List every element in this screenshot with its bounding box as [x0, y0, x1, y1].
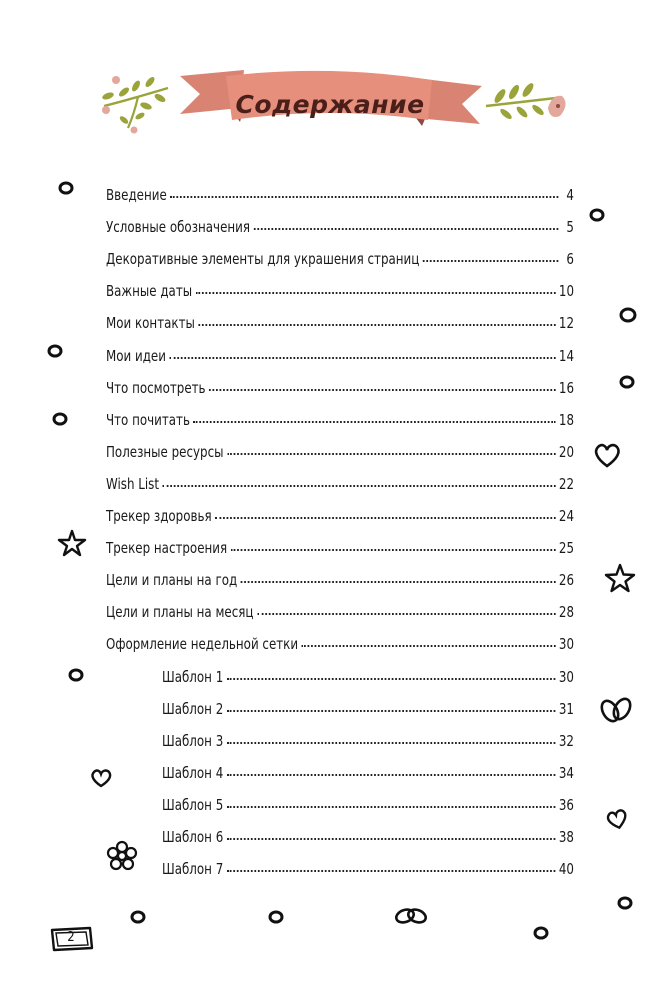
ring-doodle-icon	[47, 344, 63, 358]
dot-leader	[215, 514, 555, 519]
flower-doodle-icon	[106, 840, 138, 872]
ring-doodle-icon	[533, 926, 549, 940]
dot-leader	[209, 386, 555, 391]
toc-entry-page: 32	[558, 731, 574, 750]
toc-entry-title: Трекер здоровья	[106, 507, 212, 525]
toc-entry-title: Трекер настроения	[106, 539, 228, 558]
ring-doodle-icon	[268, 910, 284, 924]
toc-entry-title: Мои идеи	[106, 346, 166, 365]
toc-entry-title: Wish List	[106, 474, 160, 493]
leaf-doodle-icon	[394, 902, 428, 930]
toc-entry[interactable]	[106, 538, 574, 558]
dot-leader	[227, 450, 555, 455]
toc-entry-page: 28	[558, 603, 574, 622]
toc-entry[interactable]	[106, 506, 574, 526]
page-number: 2	[67, 930, 75, 945]
toc-entry-page: 18	[558, 410, 574, 429]
ring-doodle-icon	[58, 181, 74, 195]
toc-entry[interactable]	[106, 410, 574, 430]
toc-subentry[interactable]	[162, 827, 574, 847]
toc-entry-page: 6	[566, 250, 574, 269]
dot-leader	[423, 257, 558, 262]
toc-entry-title: Введение	[106, 186, 167, 204]
ring-doodle-icon	[619, 307, 637, 323]
dot-leader	[227, 675, 556, 680]
dot-leader	[254, 225, 559, 230]
dot-leader	[196, 289, 556, 294]
toc-entry-page: 34	[558, 763, 574, 782]
toc-entry[interactable]	[106, 602, 574, 622]
toc-entry-page: 30	[558, 667, 574, 686]
dot-leader	[231, 546, 556, 551]
toc-entry-page: 31	[558, 699, 574, 718]
dot-leader	[302, 642, 556, 647]
ring-doodle-icon	[589, 208, 605, 222]
toc-entry-page: 16	[558, 378, 574, 397]
dot-leader	[227, 803, 556, 808]
toc-entry-title: Шаблон 1	[162, 667, 224, 686]
toc-subentry[interactable]	[162, 763, 574, 783]
toc-entry-page: 25	[558, 539, 574, 558]
ring-doodle-icon	[619, 375, 635, 389]
toc-entry-title: Шаблон 5	[162, 795, 224, 814]
heart-doodle-icon	[592, 441, 622, 469]
toc-entry-title: Шаблон 7	[162, 860, 224, 879]
toc-subentry[interactable]	[162, 731, 574, 751]
toc-entry-title: Шаблон 6	[162, 828, 224, 846]
star-doodle-icon	[604, 563, 636, 593]
toc-entry-page: 24	[558, 507, 574, 525]
toc-entry[interactable]	[106, 570, 574, 590]
toc-entry-page: 30	[558, 635, 574, 654]
dot-leader	[257, 610, 555, 615]
toc-entry-title: Полезные ресурсы	[106, 442, 224, 461]
toc-subentry[interactable]	[162, 667, 574, 687]
star-doodle-icon	[57, 529, 87, 557]
toc-entry[interactable]	[106, 346, 574, 366]
dot-leader	[241, 578, 556, 583]
toc-entry-page: 4	[566, 186, 574, 204]
toc-subentry[interactable]	[162, 795, 574, 815]
toc-entry[interactable]	[106, 217, 574, 237]
toc-entry-page: 36	[558, 795, 574, 814]
toc-entry-page: 5	[566, 218, 574, 237]
ring-doodle-icon	[52, 412, 68, 426]
toc-entry-title: Декоративные элементы для украшения страниц	[106, 250, 420, 269]
dot-leader	[163, 482, 556, 487]
dot-leader	[169, 354, 555, 359]
toc-entry-title: Шаблон 2	[162, 699, 224, 718]
dot-leader	[170, 193, 558, 198]
heart-doodle-icon	[604, 807, 630, 831]
toc-entry[interactable]	[106, 442, 574, 462]
toc-entry-page: 26	[558, 571, 574, 590]
toc-entry-title: Цели и планы на месяц	[106, 603, 254, 622]
toc-entry-page: 22	[558, 474, 574, 493]
toc-entry-title: Цели и планы на год	[106, 571, 238, 590]
toc-entry[interactable]	[106, 281, 574, 301]
dot-leader	[227, 771, 556, 776]
leaf-doodle-icon	[598, 693, 634, 725]
toc-subentry[interactable]	[162, 699, 574, 719]
toc-entry-page: 14	[558, 346, 574, 365]
ring-doodle-icon	[68, 668, 84, 682]
toc-entry[interactable]	[106, 474, 574, 494]
ring-doodle-icon	[617, 896, 633, 910]
page-number-badge	[48, 926, 94, 952]
toc-entry-title: Важные даты	[106, 282, 193, 301]
toc-entry-title: Условные обозначения	[106, 218, 251, 237]
toc-entry-page: 12	[558, 314, 574, 333]
dot-leader	[193, 418, 555, 423]
toc-entry[interactable]	[106, 185, 574, 205]
toc-entry[interactable]	[106, 634, 574, 654]
toc-entry-page: 20	[558, 442, 574, 461]
toc-entry[interactable]	[106, 313, 574, 333]
ring-doodle-icon	[130, 910, 146, 924]
dot-leader	[198, 321, 555, 326]
dot-leader	[227, 739, 556, 744]
heart-doodle-icon	[89, 767, 113, 789]
toc-entry-title: Что почитать	[106, 410, 190, 429]
page-title: Содержание	[235, 89, 425, 119]
toc-entry[interactable]	[106, 249, 574, 269]
dot-leader	[227, 835, 556, 840]
toc-entry[interactable]	[106, 378, 574, 398]
toc-entry-title: Шаблон 3	[162, 731, 224, 750]
dot-leader	[227, 707, 556, 712]
toc-entry-page: 40	[558, 860, 574, 879]
toc-entry-title: Мои контакты	[106, 314, 195, 333]
dot-leader	[227, 867, 556, 872]
toc-entry-title: Шаблон 4	[162, 763, 224, 782]
toc-entry-title: Что посмотреть	[106, 378, 206, 397]
toc-entry-title: Оформление недельной сетки	[106, 635, 299, 654]
toc-subentry[interactable]	[162, 859, 574, 879]
toc-entry-page: 38	[558, 828, 574, 846]
toc-entry-page: 10	[558, 282, 574, 301]
